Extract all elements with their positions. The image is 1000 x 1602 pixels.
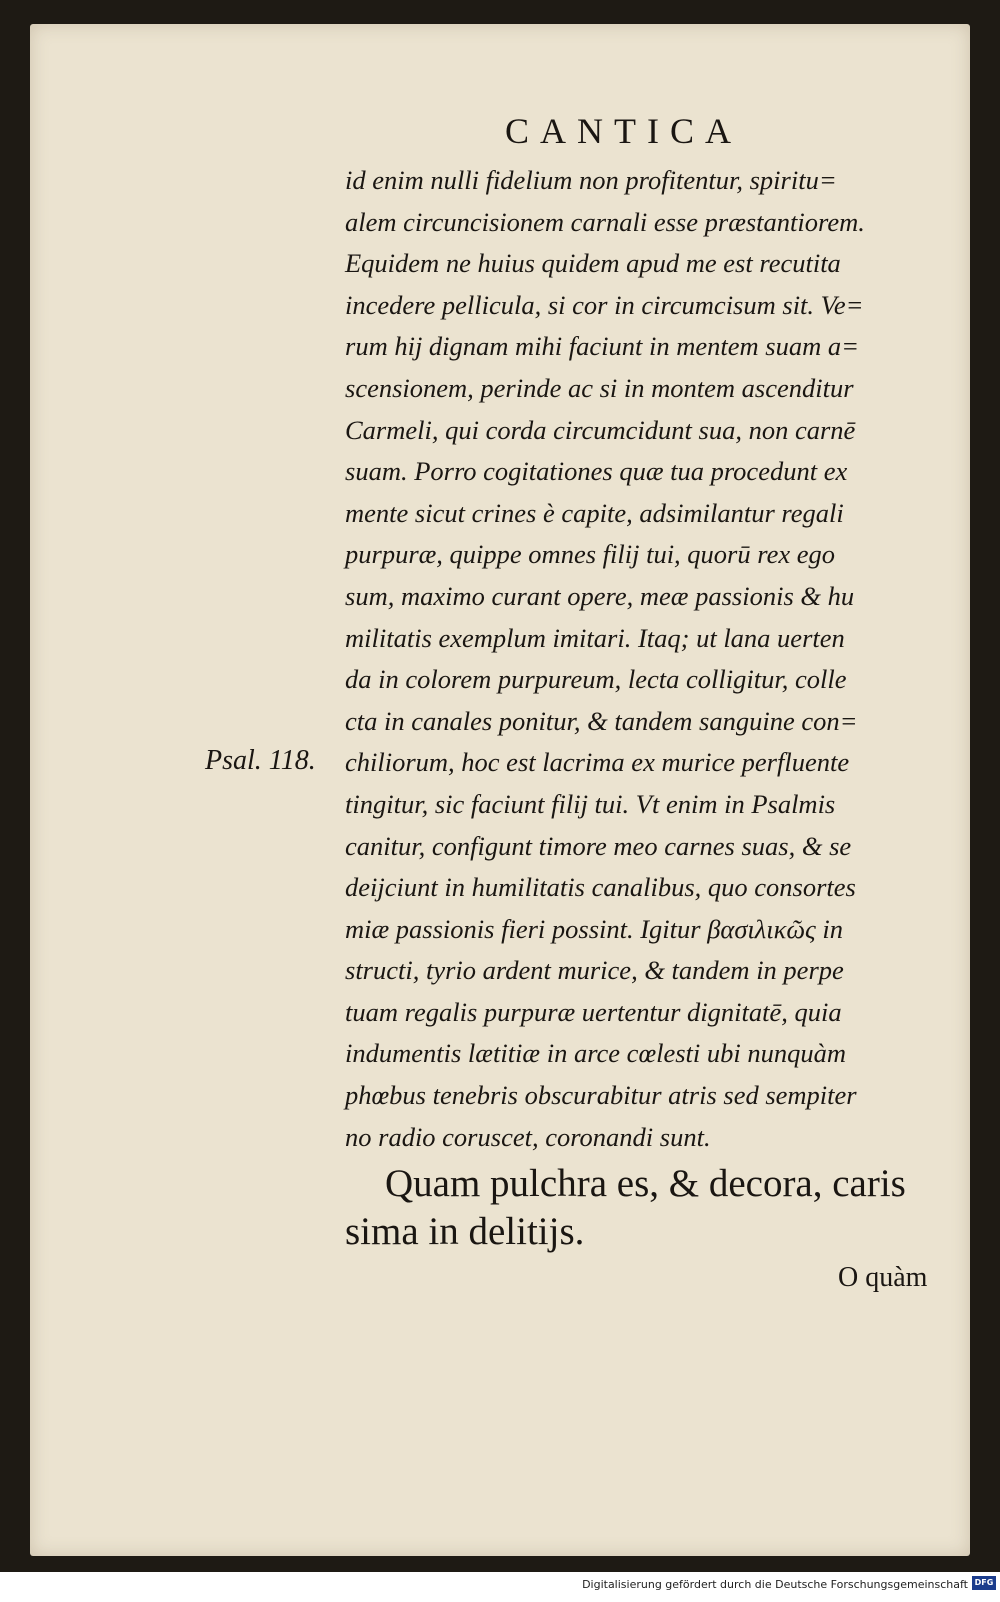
text-line: Carmeli, qui corda circumcidunt sua, non carnē [345,414,856,445]
text-line: sum, maximo curant opere, meæ passionis & hu [345,580,855,611]
text-line: deijciunt in humilitatis canalibus, quo consortes [345,872,856,903]
text-line: Equidem ne huius quidem apud me est recutita [345,248,841,279]
text-line: tuam regalis purpuræ uertentur dignitatē, quia [345,996,842,1027]
text-line: scensionem, perinde ac si in montem ascenditur [345,372,854,403]
marginal-note: Psal. 118. [205,745,316,776]
text-line: incedere pellicula, si cor in circumcisum sit. Ve= [345,289,864,320]
verse-line: sima in delitijs. [345,1210,585,1253]
running-header: CANTICA [505,111,742,151]
text-line: no radio coruscet, coronandi sunt. [345,1121,711,1152]
text-line: da in colorem purpureum, lecta colligitur, colle [345,664,847,695]
text-line: suam. Porro cogitationes quæ tua procedunt ex [345,456,848,487]
verse-heading [345,1160,945,1256]
text-line: alem circuncisionem carnali esse præstantiorem. [345,206,865,237]
catchword: O quàm [838,1262,928,1293]
text-line: purpuræ, quippe omnes filij tui, quorū rex ego [345,539,835,570]
text-line: mente sicut crines è capite, adsimilantur regali [345,497,844,528]
text-line: id enim nulli fidelium non profitentur, spiritu= [345,165,837,195]
verse-line: Quam pulchra es, & decora, caris [385,1162,906,1205]
text-line: phœbus tenebris obscurabitur atris sed sempiter [345,1080,857,1111]
text-line: rum hij dignam mihi faciunt in mentem suam a= [345,331,859,362]
text-line: chiliorum, hoc est lacrima ex murice perfluente [345,747,850,778]
dfg-logo-icon: DFG [972,1576,996,1590]
footer-credit: Digitalisierung gefördert durch die Deutsche Forschungsgemeinschaft [582,1578,968,1591]
text-line: canitur, configunt timore meo carnes suas, & se [345,830,852,861]
text-line: cta in canales ponitur, & tandem sanguine con= [345,705,858,736]
text-line: structi, tyrio ardent murice, & tandem in perpe [345,955,844,986]
text-line: indumentis lætitiæ in arce cœlesti ubi nunquàm [345,1038,847,1069]
text-line: militatis exemplum imitari. Itaq; ut lana uerten [345,622,845,653]
text-line: tingitur, sic faciunt filij tui. Vt enim in Psalmis [345,788,836,819]
text-line: miæ passionis fieri possint. Igitur βασιλικῶς in [345,913,844,944]
body-text [345,160,945,1158]
